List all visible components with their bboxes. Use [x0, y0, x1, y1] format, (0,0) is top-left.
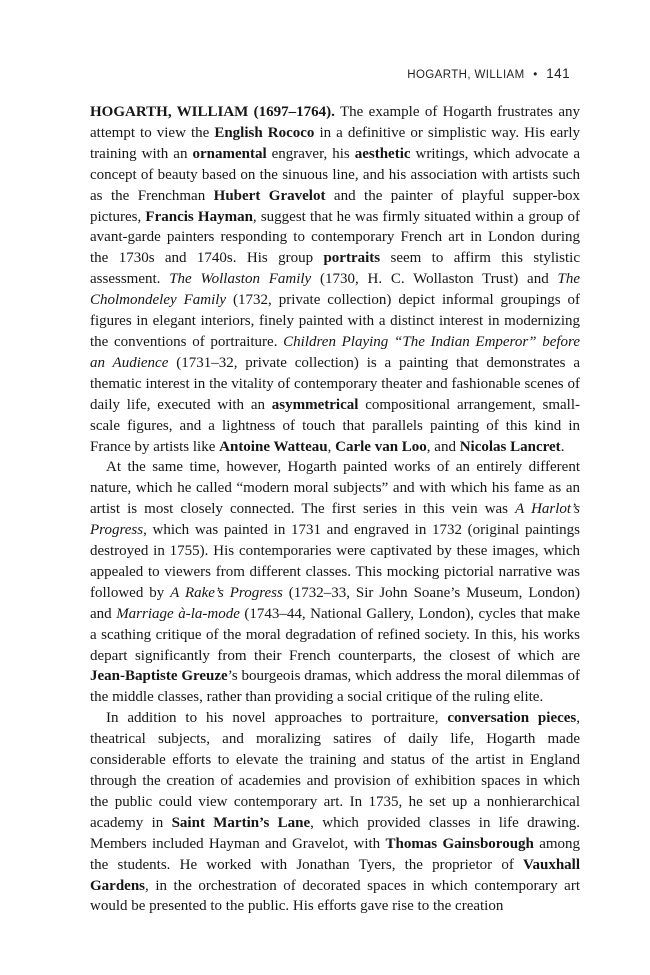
work-title: A Rake’s Progress: [170, 584, 283, 601]
cross-reference: English Rococo: [214, 124, 315, 141]
text-run: ’s bourgeois dramas, which address the moral dilemmas of the middle classes, rather than providing a social critique of the ruling elite.: [90, 668, 580, 706]
text-run: , which provided classes in life drawing. Members included Hayman and Gravelot, with: [90, 814, 580, 852]
text-run: in a definitive or simplistic way. His early training with an: [90, 124, 580, 162]
cross-reference: asymmetrical: [271, 396, 359, 413]
running-head-bullet: •: [533, 69, 538, 81]
cross-reference: ornamental: [192, 145, 267, 162]
work-title: A Harlot’s Progress: [90, 501, 580, 539]
text-run: (1731–32, private collection) is a painting that demonstrates a thematic interest in the vitality of contemporary theater and fashionable scenes of daily life, executed with an: [90, 354, 580, 413]
text-run: (1732, private collection) depict informal groupings of figures in elegant interiors, finely painted with a distinct interest in modernizing the conventions of portraiture.: [90, 292, 580, 350]
page-number: 141: [546, 66, 570, 81]
text-run: seem to affirm this stylistic assessment.: [90, 250, 580, 288]
work-title: The Wollaston Family: [169, 271, 312, 288]
cross-reference: aesthetic: [354, 145, 411, 162]
text-run: writings, which advocate a concept of beauty based on the sinuous line, and his association with artists such as the Frenchman: [90, 145, 581, 204]
cross-reference: Carle van Loo: [335, 438, 427, 455]
text-run: engraver, his: [266, 145, 355, 162]
text-run: , in the orchestration of decorated spaces in which contemporary art would be presented to the public. His efforts gave rise to the creation: [90, 877, 580, 915]
cross-reference: Thomas Gainsborough: [385, 835, 534, 852]
work-title: Children Playing “The Indian Emperor” before an Audience: [90, 333, 580, 371]
text-run: (1732–33, Sir John Soane’s Museum, London) and: [90, 584, 580, 622]
text-run: compositional arrangement, small-scale figures, and a lightness of touch that parallels painting of this kind in France by artists like: [90, 396, 580, 455]
encyclopedia-entry: [90, 102, 580, 917]
paragraph-2: [90, 457, 580, 708]
text-run: , which was painted in 1731 and engraved in 1732 (original paintings destroyed in 1755). His contemporaries were captivated by these images, which appealed to viewers from different classes. This mocking pictorial narrative was followed by: [90, 522, 580, 601]
text-run: and the painter of playful supper-box pictures,: [90, 187, 580, 225]
cross-reference: Hubert Gravelot: [213, 187, 326, 204]
running-head: [407, 66, 570, 81]
cross-reference: Jean-Baptiste Greuze: [90, 668, 228, 685]
work-title: The Cholmondeley Family: [90, 271, 580, 309]
cross-reference: Antoine Watteau: [219, 438, 328, 455]
running-head-title: HOGARTH, WILLIAM: [407, 69, 525, 81]
text-run: At the same time, however, Hogarth painted works of an entirely different nature, which he called “modern moral subjects” and with which his fame as an artist is most closely connected. The first series in this vein was: [90, 459, 580, 518]
text-run: (1743–44, National Gallery, London), cycles that make a scathing critique of the moral degradation of refined society. In this, his works depart significantly from their French counterparts, the closest of which are: [90, 605, 580, 664]
text-run: .: [560, 438, 565, 455]
text-run: , suggest that he was firmly situated within a group of avant-garde painters responding to contemporary French art in London during the 1730s and 1740s. His group: [90, 208, 580, 267]
paragraph-3: [90, 708, 580, 917]
text-run: among the students. He worked with Jonathan Tyers, the proprietor of: [90, 835, 581, 873]
cross-reference: portraits: [323, 250, 381, 267]
text-run: In addition to his novel approaches to portraiture,: [106, 710, 448, 727]
entry-headword: HOGARTH, WILLIAM (1697–1764).: [90, 104, 335, 120]
cross-reference: Nicolas Lancret: [459, 438, 561, 455]
text-run: The example of Hogarth frustrates any attempt to view the: [90, 104, 580, 141]
paragraph-1: [90, 102, 580, 457]
text-run: , and: [426, 438, 460, 455]
text-run: (1730, H. C. Wollaston Trust) and: [311, 271, 558, 288]
text-run: , theatrical subjects, and moralizing satires of daily life, Hogarth made considerable efforts to elevate the training and status of the artist in England through the creation of academies and provision of exhibition spaces in which the public could view contemporary art. In 1735, he set up a nonhierarchical academy in: [90, 710, 580, 831]
work-title: Marriage à-la-mode: [116, 605, 240, 622]
cross-reference: Saint Martin’s Lane: [171, 814, 311, 831]
cross-reference: Francis Hayman: [145, 208, 253, 225]
cross-reference: conversation pieces: [447, 710, 577, 727]
text-run: ,: [327, 438, 336, 455]
cross-reference: Vauxhall Gardens: [90, 856, 580, 894]
